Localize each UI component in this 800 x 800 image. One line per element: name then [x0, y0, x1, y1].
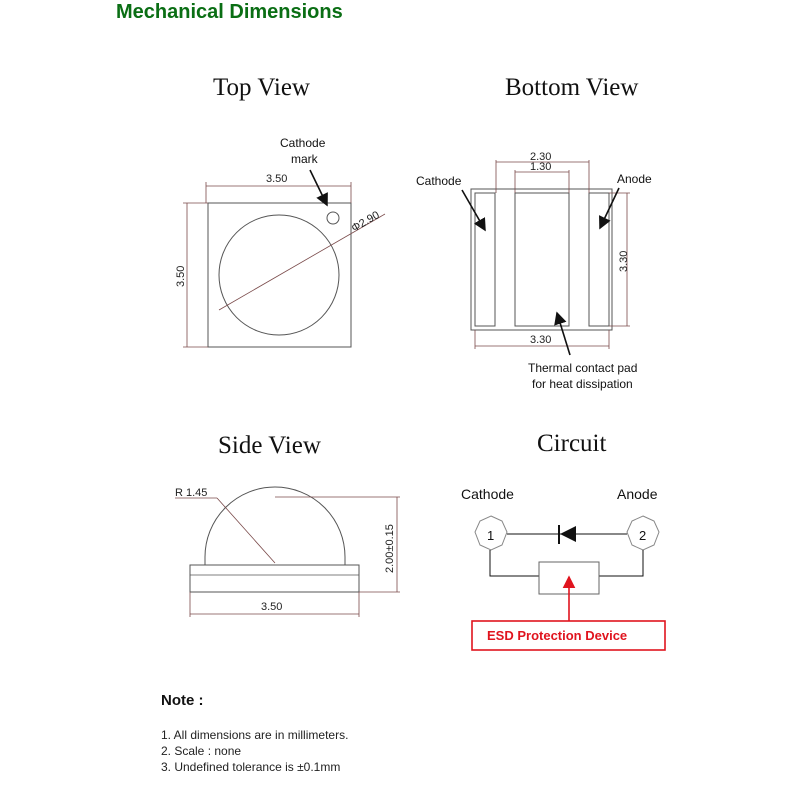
diode-symbol [560, 526, 576, 542]
bottom-dim-outer-gap: 2.30 [530, 151, 552, 163]
bottom-dim-inner-pad: 1.30 [530, 161, 552, 173]
side-height-dim: 2.00±0.15 [384, 524, 396, 573]
radius-leader-line [217, 498, 275, 563]
thermal-label-line2: for heat dissipation [532, 377, 633, 391]
top-view-title: Top View [213, 74, 310, 101]
esd-label: ESD Protection Device [487, 628, 628, 643]
circuit-cathode-label: Cathode [461, 486, 514, 502]
circuit-anode-label: Anode [617, 486, 658, 502]
circuit-title: Circuit [537, 430, 607, 457]
anode-pad [589, 193, 609, 326]
cathode-mark-label-line2: mark [291, 152, 318, 166]
side-radius-dim: R 1.45 [175, 487, 208, 499]
top-width-dim: 3.50 [266, 173, 288, 185]
cathode-pad [475, 193, 495, 326]
bottom-anode-label: Anode [617, 172, 652, 186]
bottom-view-title: Bottom View [505, 74, 639, 101]
note-item: 2. Scale : none [161, 744, 242, 758]
thermal-label-line1: Thermal contact pad [528, 361, 638, 375]
top-diameter-dim: Φ2.90 [349, 209, 382, 235]
side-base [190, 565, 359, 592]
circuit-drawing [461, 486, 665, 650]
bottom-dim-width: 3.30 [530, 334, 552, 346]
pin2-label: 2 [639, 528, 647, 543]
page-heading: Mechanical Dimensions [116, 1, 343, 23]
note-item: 1. All dimensions are in millimeters. [161, 728, 349, 742]
cathode-mark-label-line1: Cathode [280, 136, 326, 150]
top-view-drawing [175, 136, 385, 347]
bottom-package-outline [471, 189, 612, 330]
note-item: 3. Undefined tolerance is ±0.1mm [161, 760, 341, 774]
side-view-drawing [175, 487, 400, 617]
cathode-mark-circle [327, 212, 339, 224]
bottom-dim-height: 3.30 [618, 250, 630, 272]
thermal-pad [515, 193, 569, 326]
thermal-arrow [557, 313, 570, 355]
bottom-view-drawing [416, 151, 652, 391]
bottom-cathode-arrow [462, 190, 485, 230]
note-title: Note : [161, 692, 204, 709]
cathode-mark-arrow [310, 170, 327, 205]
side-width-dim: 3.50 [261, 601, 283, 613]
side-view-title: Side View [218, 432, 321, 459]
bottom-cathode-label: Cathode [416, 174, 462, 188]
pin1-label: 1 [487, 528, 495, 543]
top-height-dim: 3.50 [175, 265, 187, 287]
side-dome [205, 487, 345, 565]
